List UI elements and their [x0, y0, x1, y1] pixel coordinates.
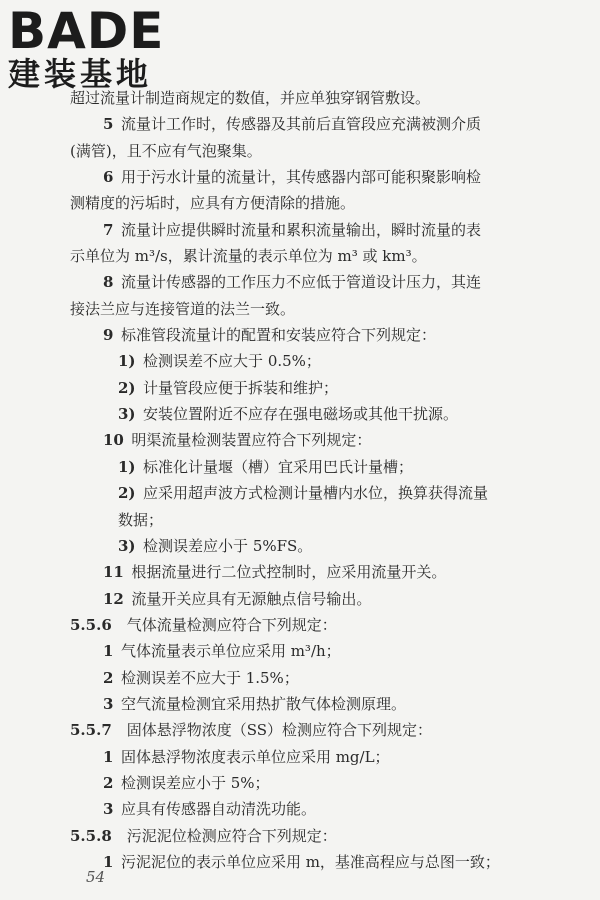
text-line [103, 167, 481, 187]
clause-text: 应具有传感器自动清洗功能。 [120, 800, 316, 819]
clause-number: 2) [118, 484, 136, 503]
clause-text: 污泥泥位检测应符合下列规定： [126, 826, 337, 845]
text-line [103, 852, 500, 872]
clause-number: 3) [118, 536, 136, 555]
text-line [103, 747, 390, 767]
clause-text: 应采用超声波方式检测计量槽内水位，换算获得流量 [143, 484, 489, 503]
text-line [70, 193, 355, 213]
clause-text: 气体流量检测应符合下列规定： [126, 615, 337, 634]
text-line [70, 246, 427, 266]
clause-number: 3 [103, 800, 114, 819]
text-line [103, 589, 371, 609]
logo-wordmark: BADE [8, 2, 165, 60]
text-line [70, 615, 337, 635]
clause-text: 安装位置附近不应存在强电磁场或其他干扰源。 [143, 405, 459, 424]
clause-number: 1 [103, 853, 114, 871]
clause-text: 计量管段应便于拆装和维护； [143, 378, 339, 397]
text-line [70, 826, 337, 846]
clause-text: 检测误差不应大于 1.5%； [120, 668, 299, 687]
text-line [103, 325, 436, 345]
clause-number: 5 [103, 115, 114, 134]
clause-number: 5.5.6 [70, 615, 112, 634]
text-line [118, 404, 458, 424]
text-line [70, 141, 262, 161]
clause-text: 超过流量计制造商规定的数值，并应单独穿钢管敷设。 [70, 89, 431, 107]
clause-text: 检测误差应小于 5%FS。 [143, 536, 313, 555]
clause-text: 标准管段流量计的配置和安装应符合下列规定： [120, 326, 436, 345]
clause-number: 10 [103, 431, 124, 450]
clause-text: 检测误差应小于 5%； [120, 773, 270, 792]
clause-text: 明渠流量检测装置应符合下列规定： [131, 431, 372, 450]
clause-number: 2 [103, 773, 114, 792]
text-line [70, 720, 432, 740]
clause-text: 接法兰应与连接管道的法兰一致。 [70, 299, 296, 318]
text-line [118, 510, 163, 530]
clause-number: 11 [103, 563, 124, 582]
clause-number: 2 [103, 668, 114, 687]
clause-text: 检测误差不应大于 0.5%； [143, 352, 321, 371]
clause-text: (满管)，且不应有气泡聚集。 [70, 141, 262, 160]
text-line [103, 562, 446, 582]
clause-number: 1 [103, 642, 114, 661]
clause-text: 流量开关应具有无源触点信号输出。 [131, 589, 372, 608]
clause-text: 空气流量检测宜采用热扩散气体检测原理。 [120, 694, 406, 713]
clause-text: 污泥泥位的表示单位应采用 m，基准高程应与总图一致； [120, 853, 500, 871]
text-line [70, 88, 430, 108]
page-number: 54 [86, 868, 106, 886]
clause-text: 固体悬浮物浓度（SS）检测应符合下列规定： [126, 721, 433, 740]
clause-number: 3 [103, 694, 114, 713]
logo [8, 2, 183, 101]
clause-number: 1) [118, 457, 136, 476]
clause-number: 6 [103, 168, 114, 187]
clause-number: 3) [118, 405, 136, 424]
clause-number: 7 [103, 220, 114, 239]
text-line [103, 641, 341, 661]
text-line [103, 272, 481, 292]
text-line [103, 668, 299, 688]
text-line [103, 430, 371, 450]
clause-text: 示单位为 m³/s，累计流量的表示单位为 m³ 或 km³。 [70, 247, 427, 266]
text-line [70, 299, 295, 319]
text-line [118, 483, 488, 503]
text-line [103, 799, 316, 819]
text-line [103, 220, 481, 240]
logo-subtitle: 建装基地 [8, 55, 153, 93]
clause-number: 1) [118, 352, 136, 371]
clause-text: 流量计工作时，传感器及其前后直管段应充满被测介质 [120, 115, 481, 134]
text-line [103, 694, 406, 714]
text-line [103, 114, 481, 134]
clause-text: 根据流量进行二位式控制时，应采用流量开关。 [131, 563, 447, 582]
clause-number: 2) [118, 378, 136, 397]
clause-number: 12 [103, 589, 124, 608]
clause-number: 5.5.7 [70, 721, 112, 740]
clause-number: 5.5.8 [70, 826, 112, 845]
clause-text: 数据； [118, 510, 164, 529]
text-line [103, 773, 270, 793]
text-line [118, 378, 338, 398]
clause-text: 流量计传感器的工作压力不应低于管道设计压力，其连 [120, 273, 481, 292]
clause-text: 测精度的污垢时，应具有方便清除的措施。 [70, 194, 356, 213]
clause-text: 用于污水计量的流量计，其传感器内部可能积聚影响检 [120, 168, 481, 187]
text-line [118, 351, 321, 371]
clause-text: 固体悬浮物浓度表示单位应采用 mg/L； [120, 747, 390, 766]
clause-text: 标准化计量堰（槽）宜采用巴氏计量槽； [143, 457, 414, 476]
clause-number: 9 [103, 326, 114, 345]
clause-text: 气体流量表示单位应采用 m³/h； [120, 642, 341, 661]
text-line [118, 536, 312, 556]
clause-text: 流量计应提供瞬时流量和累积流量输出，瞬时流量的表 [120, 220, 481, 239]
text-line [118, 457, 413, 477]
clause-number: 8 [103, 273, 114, 292]
clause-number: 1 [103, 747, 114, 766]
